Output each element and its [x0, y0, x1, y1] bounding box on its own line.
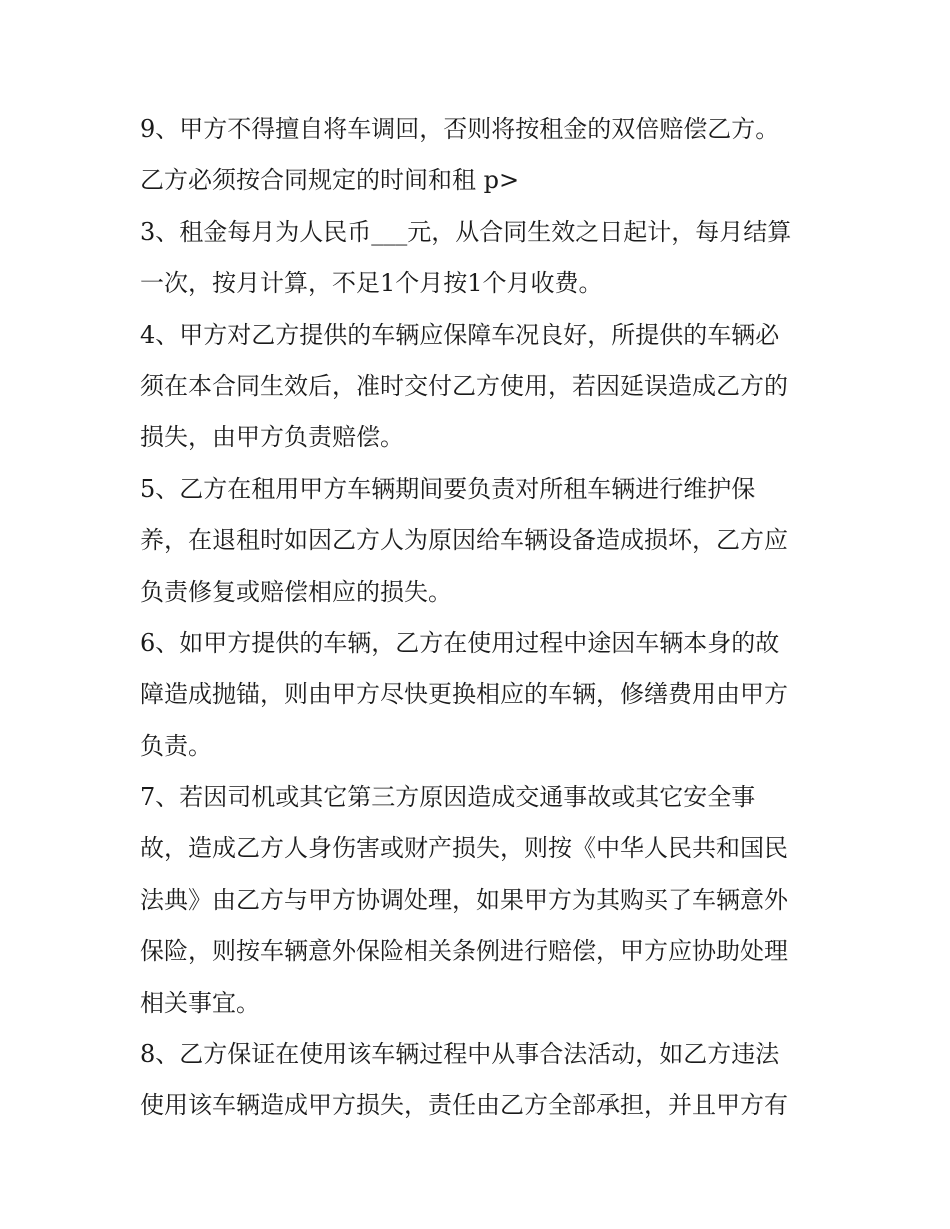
text-line: 9、甲方不得擅自将车调回，否则将按租金的双倍赔偿乙方。: [140, 115, 780, 143]
text-line: 故，造成乙方人身伤害或财产损失，则按《中华人民共和国民: [140, 834, 788, 863]
text-line: 保险，则按车辆意外保险相关条例进行赔偿，甲方应协助处理: [140, 937, 788, 966]
text-line: 7、若因司机或其它第三方原因造成交通事故或其它安全事: [140, 783, 756, 812]
text-line: 负责。: [140, 731, 212, 760]
text-line: 须在本合同生效后，准时交付乙方使用，若因延误造成乙方的: [140, 371, 788, 400]
text-line: 使用该车辆造成甲方损失，责任由乙方全部承担，并且甲方有: [140, 1091, 788, 1120]
text-line: 养，在退租时如因乙方人为原因给车辆设备造成损坏，乙方应: [140, 526, 788, 555]
text-line: 乙方必须按合同规定的时间和租 p>: [140, 166, 520, 195]
text-line: 8、乙方保证在使用该车辆过程中从事合法活动，如乙方违法: [140, 1040, 780, 1069]
text-line: 3、租金每月为人民币___元，从合同生效之日起计，每月结算: [140, 217, 792, 246]
text-line: 障造成抛锚，则由甲方尽快更换相应的车辆，修缮费用由甲方: [140, 680, 788, 709]
text-line: 相关事宜。: [140, 988, 260, 1017]
text-line: 6、如甲方提供的车辆，乙方在使用过程中途因车辆本身的故: [140, 628, 780, 657]
text-line: 负责修复或赔偿相应的损失。: [140, 577, 452, 606]
text-line: 法典》由乙方与甲方协调处理，如果甲方为其购买了车辆意外: [140, 885, 788, 914]
text-line: 4、甲方对乙方提供的车辆应保障车况良好，所提供的车辆必: [140, 320, 780, 349]
document-body: [140, 104, 820, 1132]
text-line: 一次，按月计算，不足1个月按1个月收费。: [140, 269, 603, 298]
text-line: 损失，由甲方负责赔偿。: [140, 423, 404, 452]
text-line: 5、乙方在租用甲方车辆期间要负责对所租车辆进行维护保: [140, 474, 756, 503]
